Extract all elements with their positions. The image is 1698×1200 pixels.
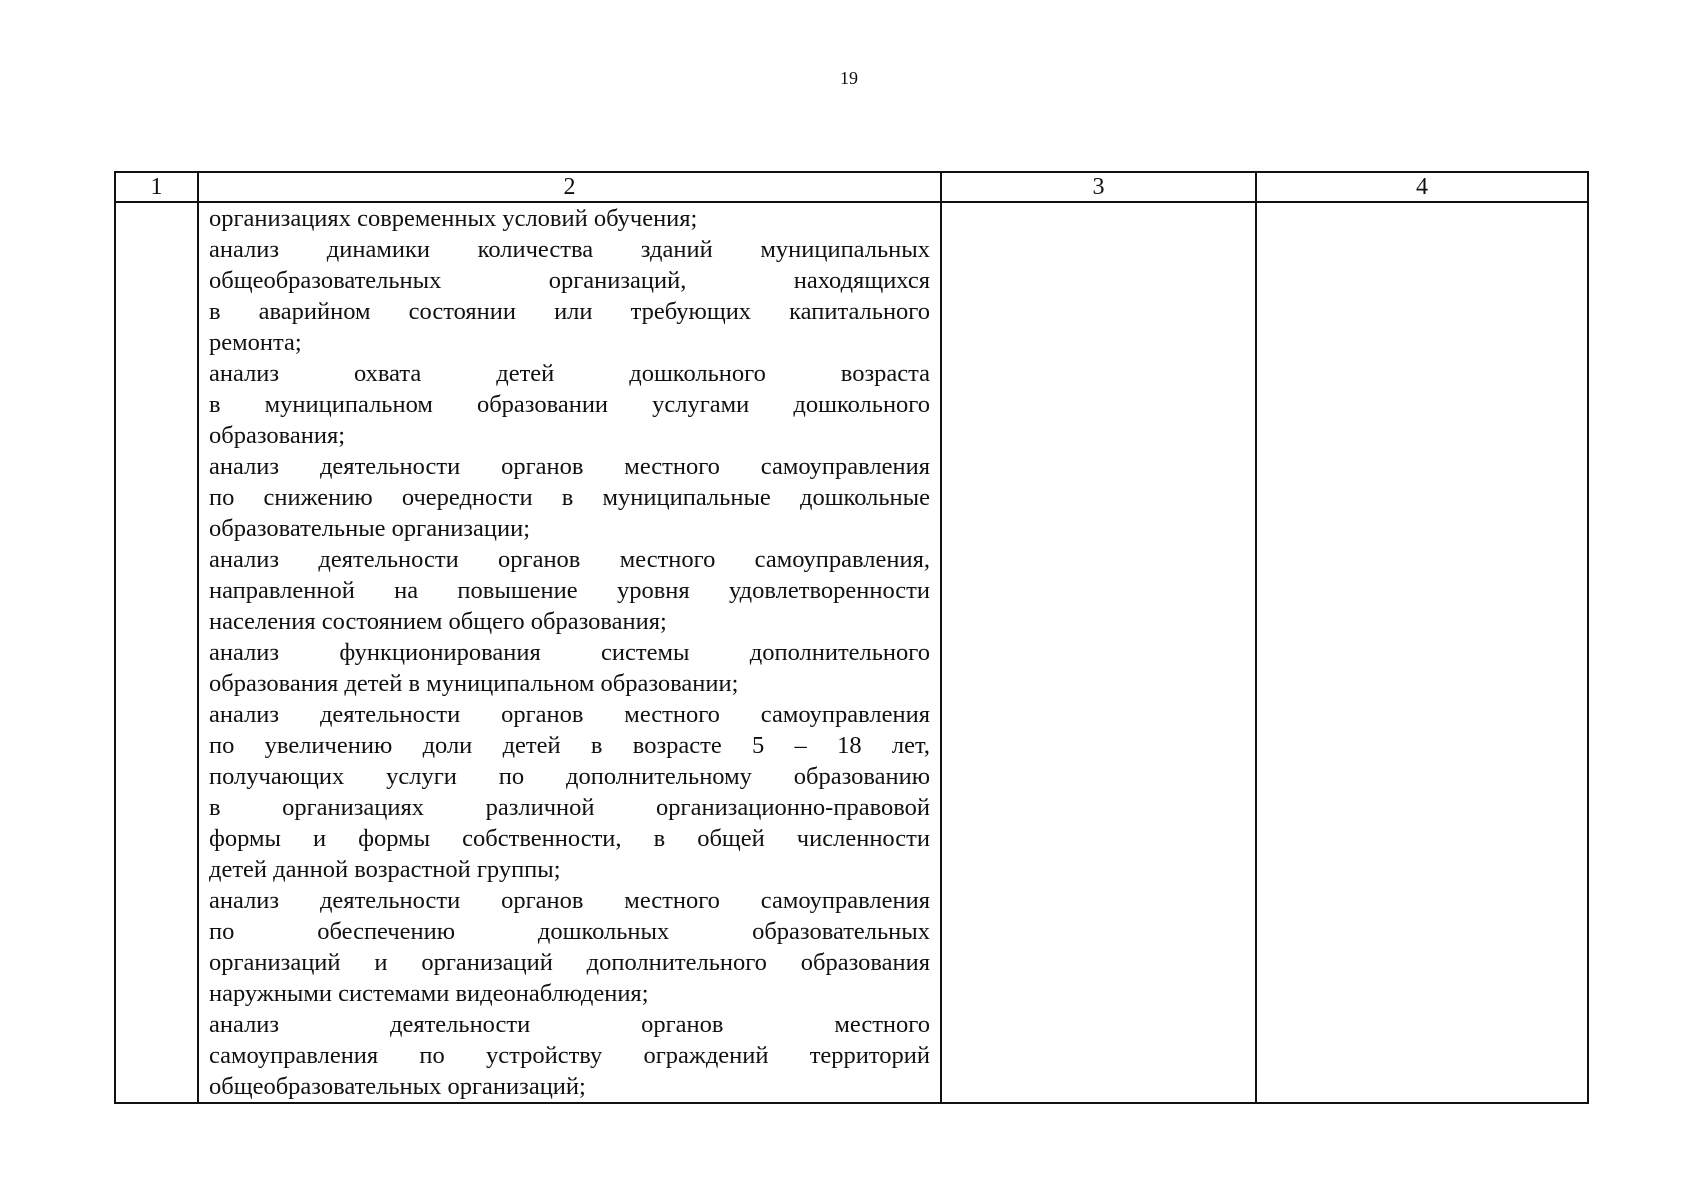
text-line: образования; [209,422,346,449]
text-line: образовательные организации; [209,515,531,542]
text-line: получающих услуги по дополнительному образованию [209,763,930,790]
text-line: населения состоянием общего образования; [209,608,667,635]
text-line: направленной на повышение уровня удовлетворенности [209,577,930,604]
cell-col-2 [198,202,941,1103]
table-body [115,202,1588,1103]
cell-col-4 [1256,202,1588,1103]
document-table [114,171,1589,1104]
text-line: анализ деятельности органов местного самоуправления, [209,546,930,573]
text-line: по снижению очередности в муниципальные дошкольные [209,484,930,511]
table-row [115,202,1588,1103]
text-line: в муниципальном образовании услугами дошкольного [209,391,930,418]
text-line: общеобразовательных организаций, находящихся [209,267,930,294]
text-line: наружными системами видеонаблюдения; [209,980,649,1007]
text-line: ремонта; [209,329,302,356]
column-header-1: 1 [115,172,198,202]
text-line: в организациях различной организационно-правовой [209,794,930,821]
text-line: анализ деятельности органов местного самоуправления [209,701,930,728]
text-line: организациях современных условий обучения; [209,205,698,232]
page-number: 19 [840,68,858,88]
text-line: по обеспечению дошкольных образовательных [209,918,930,945]
text-line: организаций и организаций дополнительного образования [209,949,930,976]
text-line: детей данной возрастной группы; [209,856,561,883]
text-line: образования детей в муниципальном образовании; [209,670,739,697]
header-row [115,172,1588,202]
column-header-3: 3 [941,172,1256,202]
column-header-4: 4 [1256,172,1588,202]
analysis-list-text [209,203,930,1102]
cell-col-1 [115,202,198,1103]
text-line: анализ динамики количества зданий муниципальных [209,236,930,263]
text-line: формы и формы собственности, в общей численности [209,825,930,852]
text-line: самоуправления по устройству ограждений территорий [209,1042,930,1069]
text-line: общеобразовательных организаций; [209,1073,586,1100]
text-line: анализ охвата детей дошкольного возраста [209,360,930,387]
text-line: анализ деятельности органов местного [209,1011,930,1038]
column-header-2: 2 [198,172,941,202]
cell-col-3 [941,202,1256,1103]
text-line: в аварийном состоянии или требующих капитального [209,298,930,325]
text-line: анализ деятельности органов местного самоуправления [209,887,930,914]
text-line: по увеличению доли детей в возрасте 5 – 18 лет, [209,732,930,759]
table-header [115,172,1588,202]
text-line: анализ функционирования системы дополнительного [209,639,930,666]
text-line: анализ деятельности органов местного самоуправления [209,453,930,480]
